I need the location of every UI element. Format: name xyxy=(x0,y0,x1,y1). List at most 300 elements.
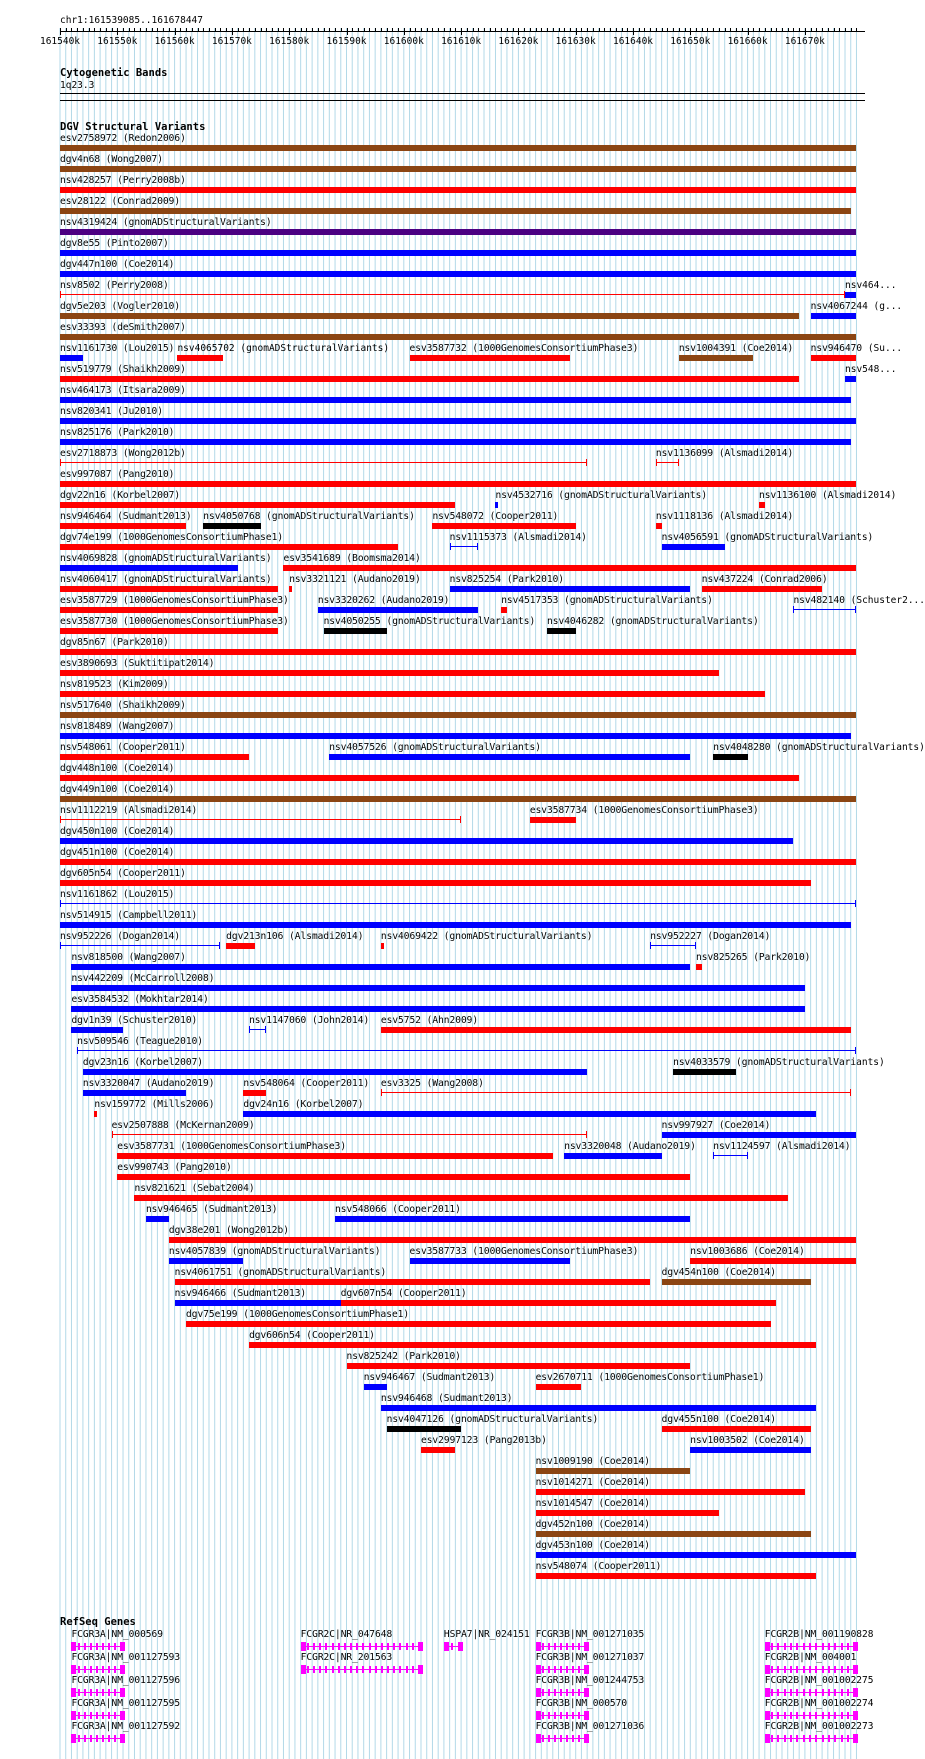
gene-exon xyxy=(560,1712,562,1719)
ruler-tick-label: 161580k xyxy=(269,36,310,47)
variant-label[interactable]: nsv1009190 (Coe2014) xyxy=(535,1456,650,1467)
gene-exon xyxy=(841,1689,843,1696)
variant-label[interactable]: dgv453n100 (Coe2014) xyxy=(535,1540,650,1551)
gene-label[interactable]: FCGR3A|NM_001127596 xyxy=(71,1675,181,1686)
gene-exon xyxy=(790,1666,792,1673)
gene-exon xyxy=(399,1666,401,1673)
variant-label[interactable]: nsv946470 (Su... xyxy=(810,343,903,354)
gene-exon xyxy=(828,1712,830,1719)
gene-exon xyxy=(784,1735,786,1742)
variant-label[interactable]: esv3587729 (1000GenomesConsortiumPhase3) xyxy=(60,595,289,606)
variant-label[interactable]: nsv1003502 (Coe2014) xyxy=(690,1435,805,1446)
variant-label[interactable]: nsv952226 (Dogan2014) xyxy=(60,931,181,942)
gene-exon xyxy=(578,1735,580,1742)
variant-label[interactable]: nsv818489 (Wang2007) xyxy=(60,721,175,732)
gene-exon xyxy=(319,1643,321,1650)
variant-label[interactable]: esv3587734 (1000GenomesConsortiumPhase3) xyxy=(529,805,759,816)
variant-label[interactable]: nsv1136099 (Alsmadi2014) xyxy=(655,448,794,459)
gene-exon xyxy=(108,1689,110,1696)
gene-exon xyxy=(369,1666,371,1673)
gene-exon xyxy=(809,1643,811,1650)
variant-label[interactable]: nsv548066 (Cooper2011) xyxy=(335,1204,461,1215)
gene-exon xyxy=(815,1666,817,1673)
gene-exon xyxy=(412,1666,414,1673)
gene-exon xyxy=(307,1666,309,1673)
variant-label[interactable]: dgv607n54 (Cooper2011) xyxy=(340,1288,467,1299)
variant-label[interactable]: nsv4050255 (gnomADStructuralVariants) xyxy=(323,616,536,627)
variant-label[interactable]: esv3587730 (1000GenomesConsortiumPhase3) xyxy=(60,616,289,627)
gene-exon xyxy=(381,1666,383,1673)
gene-exon xyxy=(338,1666,340,1673)
variant-label[interactable]: nsv4048280 (gnomADStructuralVariants) xyxy=(713,742,925,753)
variant-label[interactable]: nsv8502 (Perry2008) xyxy=(60,280,169,291)
gene-exon xyxy=(108,1643,110,1650)
variant-label[interactable]: dgv4n68 (Wong2007) xyxy=(60,154,163,165)
gene-exon xyxy=(71,1688,76,1697)
variant-label[interactable]: esv997087 (Pang2010) xyxy=(60,469,175,480)
variant-label[interactable]: dgv8e55 (Pinto2007) xyxy=(60,238,169,249)
variant-label[interactable]: nsv4319424 (gnomADStructuralVariants) xyxy=(60,217,272,228)
gene-exon xyxy=(536,1642,541,1651)
variant-label[interactable]: nsv1115373 (Alsmadi2014) xyxy=(449,532,587,543)
gene-exon xyxy=(578,1666,580,1673)
variant-label[interactable]: nsv1161862 (Lou2015) xyxy=(60,889,175,900)
variant-label[interactable]: dgv452n100 (Coe2014) xyxy=(535,1519,650,1530)
gene-exon xyxy=(120,1665,125,1674)
variant-label[interactable]: nsv946464 (Sudmant2013) xyxy=(60,511,192,522)
variant-label[interactable]: nsv509546 (Teague2010) xyxy=(77,1036,204,1047)
variant-label[interactable]: esv2670711 (1000GenomesConsortiumPhase1) xyxy=(535,1372,765,1383)
gene-exon xyxy=(548,1712,550,1719)
gene-exon xyxy=(828,1735,830,1742)
gene-exon xyxy=(313,1643,315,1650)
variant-label[interactable]: esv3584532 (Mokhtar2014) xyxy=(71,994,209,1005)
gene-exon xyxy=(84,1689,86,1696)
gene-exon xyxy=(536,1665,541,1674)
gene-exon xyxy=(96,1735,98,1742)
gene-exon xyxy=(338,1643,340,1650)
variant-label[interactable]: dgv23n16 (Korbel2007) xyxy=(82,1057,204,1068)
gene-exon xyxy=(834,1712,836,1719)
gene-exon xyxy=(108,1666,110,1673)
gene-exon xyxy=(102,1643,104,1650)
variant-label[interactable]: dgv38e201 (Wong2012b) xyxy=(168,1225,289,1236)
variant-label[interactable]: dgv455n100 (Coe2014) xyxy=(661,1414,777,1425)
dgv-track-title: DGV Structural Variants xyxy=(60,121,206,133)
gene-exon xyxy=(777,1666,779,1673)
variant-label[interactable]: nsv464173 (Itsara2009) xyxy=(60,385,186,396)
gene-exon xyxy=(387,1643,389,1650)
variant-label[interactable]: nsv4532716 (gnomADStructuralVariants) xyxy=(495,490,708,501)
variant-label[interactable]: nsv548064 (Cooper2011) xyxy=(243,1078,370,1089)
gene-exon xyxy=(554,1643,556,1650)
gene-exon xyxy=(771,1712,773,1719)
gene-exon xyxy=(90,1666,92,1673)
gene-exon xyxy=(393,1666,395,1673)
gene-label[interactable]: FCGR3B|NM_001271036 xyxy=(535,1721,645,1732)
gene-label[interactable]: FCGR3A|NM_000569 xyxy=(71,1629,163,1640)
variant-label[interactable]: dgv1n39 (Schuster2010) xyxy=(71,1015,198,1026)
gene-exon xyxy=(784,1643,786,1650)
gene-exon xyxy=(572,1735,574,1742)
gene-exon xyxy=(815,1643,817,1650)
gene-exon xyxy=(803,1712,805,1719)
ruler-tick-label: 161590k xyxy=(326,36,367,47)
variant-label[interactable]: esv3587733 (1000GenomesConsortiumPhase3) xyxy=(409,1246,639,1257)
gene-exon xyxy=(784,1666,786,1673)
variant-label[interactable]: nsv4050768 (gnomADStructuralVariants) xyxy=(203,511,415,522)
gene-label[interactable]: FCGR3A|NM_001127592 xyxy=(71,1721,181,1732)
gene-exon xyxy=(350,1643,352,1650)
gene-exon xyxy=(796,1643,798,1650)
variant-label[interactable]: nsv946466 (Sudmant2013) xyxy=(174,1288,307,1299)
gene-exon xyxy=(853,1711,858,1720)
gene-exon xyxy=(301,1665,306,1674)
gene-label[interactable]: FCGR2B|NM_001002273 xyxy=(764,1721,874,1732)
variant-label[interactable]: nsv4047126 (gnomADStructuralVariants) xyxy=(386,1414,599,1425)
gene-exon xyxy=(78,1735,80,1742)
gene-exon xyxy=(847,1643,849,1650)
variant-label[interactable]: nsv4060417 (gnomADStructuralVariants) xyxy=(60,574,272,585)
gene-exon xyxy=(834,1735,836,1742)
ruler-tick-label: 161620k xyxy=(498,36,539,47)
locus-label: chr1:161539085..161678447 xyxy=(60,15,203,26)
variant-label[interactable]: nsv946467 (Sudmant2013) xyxy=(363,1372,496,1383)
variant-label[interactable]: nsv159772 (Mills2006) xyxy=(94,1099,215,1110)
variant-label[interactable]: nsv819523 (Kim2009) xyxy=(60,679,169,690)
variant-label[interactable]: nsv3320047 (Audano2019) xyxy=(82,1078,215,1089)
variant-label[interactable]: esv2507888 (McKernan2009) xyxy=(111,1120,255,1131)
gene-exon xyxy=(548,1643,550,1650)
variant-label[interactable]: dgv447n100 (Coe2014) xyxy=(60,259,175,270)
gene-exon xyxy=(809,1712,811,1719)
gene-exon xyxy=(796,1712,798,1719)
gene-exon xyxy=(78,1666,80,1673)
variant-label[interactable]: dgv605n54 (Cooper2011) xyxy=(60,868,186,879)
variant-label[interactable]: nsv548072 (Cooper2011) xyxy=(432,511,559,522)
gene-label[interactable]: FCGR3B|NM_001271035 xyxy=(535,1629,645,1640)
variant-label[interactable]: nsv4517353 (gnomADStructuralVariants) xyxy=(501,595,713,606)
variant-label[interactable]: esv3541689 (Boomsma2014) xyxy=(283,553,421,564)
gene-exon xyxy=(114,1689,116,1696)
gene-exon xyxy=(78,1689,80,1696)
gene-exon xyxy=(399,1643,401,1650)
gene-exon xyxy=(350,1666,352,1673)
variant-label[interactable]: nsv946468 (Sudmant2013) xyxy=(380,1393,513,1404)
gene-exon xyxy=(790,1643,792,1650)
ruler-tick-label: 161650k xyxy=(670,36,711,47)
gene-exon xyxy=(578,1643,580,1650)
gene-exon xyxy=(822,1666,824,1673)
variant-label[interactable]: nsv464... xyxy=(845,280,897,291)
variant-label[interactable]: esv2997123 (Pang2013b) xyxy=(420,1435,547,1446)
gene-exon xyxy=(542,1735,544,1742)
gene-exon xyxy=(375,1643,377,1650)
gene-exon xyxy=(71,1642,76,1651)
gene-exon xyxy=(332,1666,334,1673)
variant-label[interactable]: nsv519779 (Shaikh2009) xyxy=(60,364,186,375)
gene-exon xyxy=(90,1689,92,1696)
gene-label[interactable]: FCGR3A|NM_001127595 xyxy=(71,1698,181,1709)
gene-label[interactable]: FCGR2C|NR_047648 xyxy=(300,1629,393,1640)
variant-label[interactable]: nsv1161730 (Lou2015) xyxy=(60,343,175,354)
ruler-tick-label: 161610k xyxy=(441,36,482,47)
variant-label[interactable]: nsv1003686 (Coe2014) xyxy=(690,1246,805,1257)
cytoband-label: 1q23.3 xyxy=(60,80,95,91)
variant-label[interactable]: nsv946465 (Sudmant2013) xyxy=(145,1204,278,1215)
gene-exon xyxy=(418,1665,423,1674)
gene-label[interactable]: FCGR3B|NM_000570 xyxy=(535,1698,628,1709)
variant-label[interactable]: nsv1136100 (Alsmadi2014) xyxy=(759,490,897,501)
gene-exon xyxy=(847,1666,849,1673)
gene-exon xyxy=(815,1712,817,1719)
gene-exon xyxy=(356,1666,358,1673)
variant-label[interactable]: dgv448n100 (Coe2014) xyxy=(60,763,175,774)
ruler-tick-label: 161550k xyxy=(97,36,138,47)
variant-label[interactable]: nsv825242 (Park2010) xyxy=(346,1351,461,1362)
gene-exon xyxy=(536,1688,541,1697)
variant-label[interactable]: esv28122 (Conrad2009) xyxy=(60,196,181,207)
gene-exon xyxy=(319,1666,321,1673)
gene-label[interactable]: HSPA7|NR_024151 xyxy=(443,1629,530,1640)
gene-exon xyxy=(822,1689,824,1696)
variant-label[interactable]: nsv4057839 (gnomADStructuralVariants) xyxy=(168,1246,381,1257)
gene-exon xyxy=(108,1735,110,1742)
variant-label[interactable]: dgv5e203 (Vogler2010) xyxy=(60,301,181,312)
gene-exon xyxy=(560,1666,562,1673)
gene-exon xyxy=(78,1712,80,1719)
gene-exon xyxy=(71,1711,76,1720)
gene-exon xyxy=(90,1712,92,1719)
gene-exon xyxy=(78,1643,80,1650)
variant-label[interactable]: dgv450n100 (Coe2014) xyxy=(60,826,175,837)
variant-label[interactable]: esv3890693 (Suktitipat2014) xyxy=(60,658,215,669)
gene-exon xyxy=(822,1643,824,1650)
gene-exon xyxy=(841,1643,843,1650)
gene-label[interactable]: FCGR2B|NM_001190828 xyxy=(764,1629,874,1640)
variant-label[interactable]: nsv4057526 (gnomADStructuralVariants) xyxy=(329,742,541,753)
gene-exon xyxy=(796,1735,798,1742)
gene-exon xyxy=(536,1711,541,1720)
gene-exon xyxy=(828,1689,830,1696)
gene-exon xyxy=(765,1688,770,1697)
gene-exon xyxy=(90,1735,92,1742)
variant-label[interactable]: dgv213n106 (Alsmadi2014) xyxy=(226,931,364,942)
gene-exon xyxy=(332,1643,334,1650)
gene-exon xyxy=(584,1711,589,1720)
gene-exon xyxy=(765,1711,770,1720)
gene-label[interactable]: FCGR2B|NM_001002274 xyxy=(764,1698,874,1709)
variant-label[interactable]: nsv4067244 (g... xyxy=(810,301,903,312)
variant-label[interactable]: nsv442209 (McCarroll2008) xyxy=(71,973,215,984)
variant-label[interactable]: nsv825176 (Park2010) xyxy=(60,427,175,438)
variant-label[interactable]: nsv548074 (Cooper2011) xyxy=(535,1561,662,1572)
variant-label[interactable]: nsv4046282 (gnomADStructuralVariants) xyxy=(547,616,759,627)
gene-exon xyxy=(815,1735,817,1742)
variant-label[interactable]: esv2758972 (Redon2006) xyxy=(60,133,186,144)
gene-exon xyxy=(809,1666,811,1673)
variant-label[interactable]: esv3587732 (1000GenomesConsortiumPhase3) xyxy=(409,343,639,354)
gene-exon xyxy=(120,1642,125,1651)
gene-exon xyxy=(325,1666,327,1673)
variant-label[interactable]: nsv1118136 (Alsmadi2014) xyxy=(655,511,794,522)
variant-label[interactable]: nsv3321121 (Audano2019) xyxy=(289,574,421,585)
variant-label[interactable]: nsv548... xyxy=(845,364,897,375)
gene-exon xyxy=(381,1643,383,1650)
variant-label[interactable]: esv3587731 (1000GenomesConsortiumPhase3) xyxy=(117,1141,347,1152)
variant-label[interactable]: nsv818500 (Wang2007) xyxy=(71,952,186,963)
variant-label[interactable]: nsv4033579 (gnomADStructuralVariants) xyxy=(673,1057,885,1068)
variant-label[interactable]: nsv1147060 (John2014) xyxy=(249,1015,370,1026)
gene-exon xyxy=(771,1735,773,1742)
gene-label[interactable]: FCGR2B|NM_001002275 xyxy=(764,1675,874,1686)
gene-exon xyxy=(566,1689,568,1696)
gene-exon xyxy=(84,1712,86,1719)
gene-exon xyxy=(841,1712,843,1719)
gene-exon xyxy=(412,1643,414,1650)
gene-exon xyxy=(325,1643,327,1650)
gene-exon xyxy=(451,1643,453,1650)
gene-exon xyxy=(102,1712,104,1719)
cytoband-track-title: Cytogenetic Bands xyxy=(60,67,168,79)
gene-exon xyxy=(572,1712,574,1719)
gene-exon xyxy=(548,1689,550,1696)
gene-exon xyxy=(102,1689,104,1696)
gene-exon xyxy=(444,1642,449,1651)
gene-exon xyxy=(84,1735,86,1742)
gene-exon xyxy=(560,1689,562,1696)
variant-label[interactable]: esv2718873 (Wong2012b) xyxy=(60,448,186,459)
gene-label[interactable]: FCGR2C|NR_201563 xyxy=(300,1652,393,1663)
variant-label[interactable]: nsv4069828 (gnomADStructuralVariants) xyxy=(60,553,272,564)
variant-label[interactable]: nsv4069422 (gnomADStructuralVariants) xyxy=(380,931,593,942)
variant-label[interactable]: dgv75e199 (1000GenomesConsortiumPhase1) xyxy=(186,1309,410,1320)
gene-exon xyxy=(114,1666,116,1673)
variant-label[interactable]: nsv548061 (Cooper2011) xyxy=(60,742,186,753)
variant-label[interactable]: dgv606n54 (Cooper2011) xyxy=(249,1330,375,1341)
gene-label[interactable]: FCGR2B|NM_004001 xyxy=(764,1652,857,1663)
variant-label[interactable]: nsv4065702 (gnomADStructuralVariants) xyxy=(177,343,390,354)
gene-exon xyxy=(853,1642,858,1651)
variant-label[interactable]: nsv820341 (Ju2010) xyxy=(60,406,163,417)
variant-label[interactable]: dgv454n100 (Coe2014) xyxy=(661,1267,777,1278)
variant-label[interactable]: nsv514915 (Campbell2011) xyxy=(60,910,198,921)
ruler-tick-label: 161570k xyxy=(211,36,252,47)
gene-exon xyxy=(375,1666,377,1673)
gene-exon xyxy=(822,1712,824,1719)
ruler-tick-label: 161630k xyxy=(555,36,596,47)
gene-exon xyxy=(572,1666,574,1673)
variant-label[interactable]: esv990743 (Pang2010) xyxy=(117,1162,232,1173)
gene-exon xyxy=(834,1666,836,1673)
gene-exon xyxy=(578,1712,580,1719)
variant-label[interactable]: nsv517640 (Shaikh2009) xyxy=(60,700,186,711)
gene-label[interactable]: FCGR3A|NM_001127593 xyxy=(71,1652,181,1663)
gene-exon xyxy=(771,1643,773,1650)
variant-label[interactable]: nsv428257 (Perry2008b) xyxy=(60,175,186,186)
gene-exon xyxy=(796,1666,798,1673)
gene-exon xyxy=(777,1689,779,1696)
gene-exon xyxy=(790,1735,792,1742)
variant-label[interactable]: dgv451n100 (Coe2014) xyxy=(60,847,175,858)
ruler-tick-label: 161560k xyxy=(154,36,195,47)
gene-exon xyxy=(834,1643,836,1650)
variant-label[interactable]: esv3325 (Wang2008) xyxy=(380,1078,484,1089)
gene-exon xyxy=(834,1689,836,1696)
variant-label[interactable]: nsv997927 (Coe2014) xyxy=(661,1120,771,1131)
gene-exon xyxy=(307,1643,309,1650)
variant-label[interactable]: nsv437224 (Conrad2006) xyxy=(701,574,828,585)
variant-label[interactable]: nsv4061751 (gnomADStructuralVariants) xyxy=(174,1267,387,1278)
variant-label[interactable]: esv33393 (deSmith2007) xyxy=(60,322,186,333)
gene-exon xyxy=(578,1689,580,1696)
gene-label[interactable]: FCGR3B|NM_001244753 xyxy=(535,1675,645,1686)
gene-exon xyxy=(554,1712,556,1719)
variant-label[interactable]: dgv449n100 (Coe2014) xyxy=(60,784,175,795)
variant-label[interactable]: nsv1014547 (Coe2014) xyxy=(535,1498,650,1509)
refseq-track-title: RefSeq Genes xyxy=(60,1616,136,1628)
variant-label[interactable]: nsv1112219 (Alsmadi2014) xyxy=(60,805,198,816)
gene-exon xyxy=(822,1735,824,1742)
variant-label[interactable]: dgv85n67 (Park2010) xyxy=(60,637,169,648)
gene-label[interactable]: FCGR3B|NM_001271037 xyxy=(535,1652,645,1663)
ruler-tick-label: 161600k xyxy=(383,36,424,47)
variant-label[interactable]: nsv821621 (Sebat2004) xyxy=(134,1183,255,1194)
gene-exon xyxy=(120,1688,125,1697)
variant-label[interactable]: nsv825265 (Park2010) xyxy=(696,952,811,963)
variant-label[interactable]: dgv24n16 (Korbel2007) xyxy=(243,1099,364,1110)
gene-exon xyxy=(790,1712,792,1719)
gene-exon xyxy=(566,1735,568,1742)
gene-exon xyxy=(542,1643,544,1650)
gene-exon xyxy=(406,1643,408,1650)
variant-label[interactable]: dgv74e199 (1000GenomesConsortiumPhase1) xyxy=(60,532,284,543)
gene-exon xyxy=(344,1643,346,1650)
gene-exon xyxy=(313,1666,315,1673)
gene-exon xyxy=(847,1735,849,1742)
variant-label[interactable]: nsv1124597 (Alsmadi2014) xyxy=(713,1141,851,1152)
variant-label[interactable]: nsv952227 (Dogan2014) xyxy=(650,931,771,942)
gene-exon xyxy=(536,1734,541,1743)
gene-exon xyxy=(356,1643,358,1650)
variant-label[interactable]: nsv482140 (Schuster2... xyxy=(793,595,925,606)
gene-exon xyxy=(803,1666,805,1673)
gene-exon xyxy=(71,1734,76,1743)
variant-label[interactable]: nsv4056591 (gnomADStructuralVariants) xyxy=(661,532,874,543)
gene-exon xyxy=(771,1689,773,1696)
variant-label[interactable]: dgv22n16 (Korbel2007) xyxy=(60,490,181,501)
variant-label[interactable]: esv5752 (Ahn2009) xyxy=(380,1015,479,1026)
gene-exon xyxy=(387,1666,389,1673)
gene-exon xyxy=(96,1689,98,1696)
gene-exon xyxy=(362,1666,364,1673)
variant-label[interactable]: nsv1014271 (Coe2014) xyxy=(535,1477,650,1488)
gene-exon xyxy=(584,1642,589,1651)
gene-exon xyxy=(96,1643,98,1650)
variant-label[interactable]: nsv825254 (Park2010) xyxy=(449,574,565,585)
gene-exon xyxy=(765,1734,770,1743)
gene-exon xyxy=(784,1689,786,1696)
gene-exon xyxy=(765,1665,770,1674)
gene-exon xyxy=(102,1735,104,1742)
variant-label[interactable]: nsv3320048 (Audano2019) xyxy=(564,1141,696,1152)
variant-label[interactable]: nsv3320262 (Audano2019) xyxy=(317,595,450,606)
gene-exon xyxy=(554,1689,556,1696)
variant-label[interactable]: nsv1004391 (Coe2014) xyxy=(678,343,794,354)
gene-exon xyxy=(572,1643,574,1650)
gene-exon xyxy=(542,1666,544,1673)
gene-exon xyxy=(841,1735,843,1742)
